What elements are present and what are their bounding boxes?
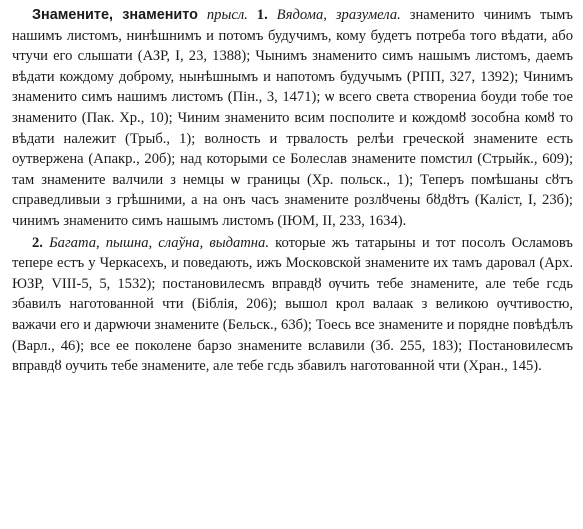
entry-sense-2	[12, 233, 573, 377]
sense-citations-1: знаменито чинимъ тымъ нашимъ листомъ, нинѣшнимъ и потомъ будучимъ, кому будетъ потреба того вѣдати, або чтучи его слышати (АЗР, I, 23, 1388); Чынимъ знаменито симъ нашымъ листомъ, даемъ вѣдати кождому доброму, нынѣшнымъ и напотомъ будучымъ (РПП, 327, 1392); Чинимъ знаменито симъ нашимъ листомъ (Пін., 3, 1471); ѡ всего света створениа боуди тобе тое знаменито (Пак. Хр., 10); Чиним знаменито всим посполите и кождомȣ зособна комȣ то вѣдати належит (Трыб., 1); волность и трвалость релѣи греческой знамените есть оутвержена (Апакр., 20б); над которыми се Болеслав знамените помстил (Стрыйк., 609); там знамените валчили з немцы ѡ границы (Хр. польск., 1); Теперъ помѣшаны сȣтъ справедливыи з грѣшними, а на онъ часъ знамените розлȣчены бȣдȣтъ (Каліст, I, 23б); чинимъ знаменито симъ нашымъ листомъ (ІЮМ, II, 233, 1634).	[12, 7, 573, 229]
headword: Знамените, знаменито	[32, 7, 198, 23]
sense-citations-2: которые жъ татарыны и тот посолъ Осламовъ тепере естъ у Черкасехъ, и поведають, ижъ Московской знамените их тамъ даровал (Арх. ЮЗР, VIII-5, 5, 1532); постановилесмъ вправдȣ ѹчить тебе знамените, але тебе гсдь збавилъ наготованной чти (Біблія, 206); вышол крол валаак з великою ѹчтивостю, важачи его и дарѡючи знамените (Бельск., 63б); Тоесь все знамените и порядне повѣдѣлъ (Варл., 46); все ее поколене барзо знамените вславили (Зб. 255, 183); Постановилесмъ вправдȣ оучить тебе знамените, але тебе гсдь збавилъ наготованной чти (Хран., 145).	[12, 234, 573, 375]
part-of-speech: прысл.	[206, 7, 248, 23]
sense-number-2: 2.	[32, 234, 43, 251]
sense-gloss-2: Багата, пышна, слаўна, выдатна.	[49, 234, 269, 251]
sense-gloss-1: Вядома, зразумела.	[276, 7, 401, 23]
entry-sense-1	[12, 5, 573, 232]
sense-number-1: 1.	[256, 7, 268, 23]
